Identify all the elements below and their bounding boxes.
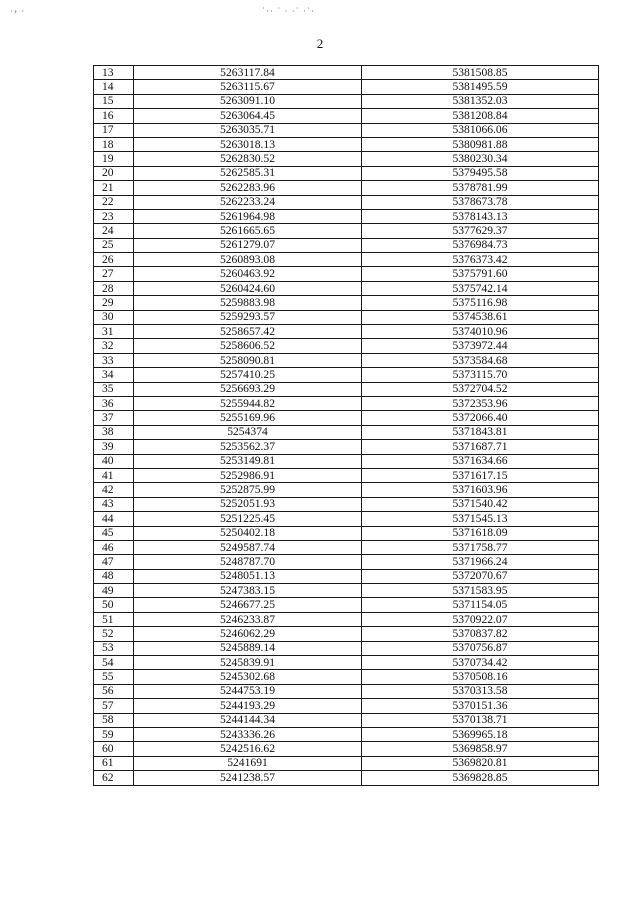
y-coordinate-cell: 5374538.61 [362,310,599,324]
x-coordinate-cell: 5256693.29 [134,382,362,396]
point-number-cell: 54 [94,656,134,670]
point-number-cell: 19 [94,152,134,166]
point-number-cell: 39 [94,440,134,454]
x-coordinate-cell: 5242516.62 [134,742,362,756]
point-number-cell: 23 [94,209,134,223]
table-row [94,123,599,137]
point-number-cell: 20 [94,166,134,180]
table-row [94,641,599,655]
x-coordinate-cell: 5263115.67 [134,80,362,94]
point-number-cell: 31 [94,325,134,339]
scan-artifact-left: ·› · [10,6,26,16]
y-coordinate-cell: 5369858.97 [362,742,599,756]
table-row [94,540,599,554]
y-coordinate-cell: 5381495.59 [362,80,599,94]
coordinates-table-body [94,66,599,786]
point-number-cell: 17 [94,123,134,137]
x-coordinate-cell: 5246677.25 [134,598,362,612]
y-coordinate-cell: 5375791.60 [362,267,599,281]
point-number-cell: 46 [94,540,134,554]
point-number-cell: 42 [94,483,134,497]
y-coordinate-cell: 5378673.78 [362,195,599,209]
table-row [94,771,599,785]
y-coordinate-cell: 5379495.58 [362,166,599,180]
table-row [94,627,599,641]
point-number-cell: 45 [94,526,134,540]
y-coordinate-cell: 5371687.71 [362,440,599,454]
point-number-cell: 60 [94,742,134,756]
table-row [94,80,599,94]
y-coordinate-cell: 5371634.66 [362,454,599,468]
x-coordinate-cell: 5260463.92 [134,267,362,281]
x-coordinate-cell: 5258606.52 [134,339,362,353]
point-number-cell: 36 [94,396,134,410]
y-coordinate-cell: 5371540.42 [362,497,599,511]
y-coordinate-cell: 5378143.13 [362,209,599,223]
table-row [94,339,599,353]
y-coordinate-cell: 5372066.40 [362,411,599,425]
point-number-cell: 59 [94,727,134,741]
page-number: 2 [316,36,324,51]
x-coordinate-cell: 5248051.13 [134,569,362,583]
x-coordinate-cell: 5245889.14 [134,641,362,655]
table-row [94,483,599,497]
y-coordinate-cell: 5380981.88 [362,137,599,151]
coordinates-table [93,65,599,786]
point-number-cell: 24 [94,224,134,238]
point-number-cell: 53 [94,641,134,655]
table-row [94,468,599,482]
x-coordinate-cell: 5259293.57 [134,310,362,324]
point-number-cell: 32 [94,339,134,353]
table-row [94,598,599,612]
x-coordinate-cell: 5245302.68 [134,670,362,684]
point-number-cell: 57 [94,699,134,713]
y-coordinate-cell: 5381508.85 [362,66,599,80]
point-number-cell: 51 [94,612,134,626]
y-coordinate-cell: 5376984.73 [362,238,599,252]
point-number-cell: 29 [94,296,134,310]
y-coordinate-cell: 5381208.84 [362,109,599,123]
table-row [94,209,599,223]
point-number-cell: 27 [94,267,134,281]
y-coordinate-cell: 5370313.58 [362,684,599,698]
x-coordinate-cell: 5255169.96 [134,411,362,425]
y-coordinate-cell: 5375742.14 [362,281,599,295]
table-row [94,425,599,439]
y-coordinate-cell: 5371617.15 [362,468,599,482]
table-row [94,612,599,626]
table-row [94,713,599,727]
x-coordinate-cell: 5246062.29 [134,627,362,641]
table-row [94,166,599,180]
x-coordinate-cell: 5244193.29 [134,699,362,713]
point-number-cell: 49 [94,584,134,598]
table-row [94,253,599,267]
y-coordinate-cell: 5373115.70 [362,368,599,382]
x-coordinate-cell: 5252051.93 [134,497,362,511]
x-coordinate-cell: 5244753.19 [134,684,362,698]
table-row [94,66,599,80]
y-coordinate-cell: 5381066.06 [362,123,599,137]
table-row [94,296,599,310]
x-coordinate-cell: 5251225.45 [134,512,362,526]
x-coordinate-cell: 5257410.25 [134,368,362,382]
y-coordinate-cell: 5370734.42 [362,656,599,670]
y-coordinate-cell: 5371966.24 [362,555,599,569]
y-coordinate-cell: 5375116.98 [362,296,599,310]
y-coordinate-cell: 5369965.18 [362,727,599,741]
x-coordinate-cell: 5246233.87 [134,612,362,626]
point-number-cell: 35 [94,382,134,396]
y-coordinate-cell: 5373972.44 [362,339,599,353]
point-number-cell: 26 [94,253,134,267]
table-row [94,396,599,410]
x-coordinate-cell: 5244144.34 [134,713,362,727]
point-number-cell: 16 [94,109,134,123]
y-coordinate-cell: 5377629.37 [362,224,599,238]
y-coordinate-cell: 5370508.16 [362,670,599,684]
table-row [94,368,599,382]
table-row [94,526,599,540]
table-row [94,440,599,454]
x-coordinate-cell: 5255944.82 [134,396,362,410]
point-number-cell: 47 [94,555,134,569]
y-coordinate-cell: 5370837.82 [362,627,599,641]
table-row [94,224,599,238]
y-coordinate-cell: 5374010.96 [362,325,599,339]
point-number-cell: 33 [94,353,134,367]
table-row [94,584,599,598]
table-row [94,670,599,684]
x-coordinate-cell: 5262830.52 [134,152,362,166]
table-row [94,152,599,166]
point-number-cell: 37 [94,411,134,425]
y-coordinate-cell: 5372704.52 [362,382,599,396]
point-number-cell: 40 [94,454,134,468]
point-number-cell: 14 [94,80,134,94]
x-coordinate-cell: 5263117.84 [134,66,362,80]
table-row [94,555,599,569]
point-number-cell: 61 [94,756,134,770]
point-number-cell: 52 [94,627,134,641]
y-coordinate-cell: 5371603.96 [362,483,599,497]
table-row [94,727,599,741]
table-row [94,137,599,151]
point-number-cell: 56 [94,684,134,698]
table-row [94,181,599,195]
table-row [94,411,599,425]
point-number-cell: 43 [94,497,134,511]
y-coordinate-cell: 5372353.96 [362,396,599,410]
x-coordinate-cell: 5261279.07 [134,238,362,252]
table-row [94,325,599,339]
y-coordinate-cell: 5373584.68 [362,353,599,367]
point-number-cell: 25 [94,238,134,252]
point-number-cell: 38 [94,425,134,439]
x-coordinate-cell: 5263064.45 [134,109,362,123]
y-coordinate-cell: 5371618.09 [362,526,599,540]
y-coordinate-cell: 5376373.42 [362,253,599,267]
x-coordinate-cell: 5261665.65 [134,224,362,238]
x-coordinate-cell: 5258657.42 [134,325,362,339]
y-coordinate-cell: 5370756.87 [362,641,599,655]
table-row [94,656,599,670]
table-row [94,382,599,396]
point-number-cell: 21 [94,181,134,195]
x-coordinate-cell: 5260424.60 [134,281,362,295]
x-coordinate-cell: 5254374 [134,425,362,439]
point-number-cell: 58 [94,713,134,727]
x-coordinate-cell: 5241238.57 [134,771,362,785]
table-row [94,742,599,756]
x-coordinate-cell: 5245839.91 [134,656,362,670]
y-coordinate-cell: 5371758.77 [362,540,599,554]
x-coordinate-cell: 5250402.18 [134,526,362,540]
point-number-cell: 22 [94,195,134,209]
y-coordinate-cell: 5380230.34 [362,152,599,166]
table-row [94,454,599,468]
x-coordinate-cell: 5263018.13 [134,137,362,151]
point-number-cell: 48 [94,569,134,583]
point-number-cell: 15 [94,94,134,108]
x-coordinate-cell: 5259883.98 [134,296,362,310]
x-coordinate-cell: 5262233.24 [134,195,362,209]
x-coordinate-cell: 5247383.15 [134,584,362,598]
table-row [94,94,599,108]
x-coordinate-cell: 5241691 [134,756,362,770]
x-coordinate-cell: 5261964.98 [134,209,362,223]
y-coordinate-cell: 5370151.36 [362,699,599,713]
x-coordinate-cell: 5249587.74 [134,540,362,554]
point-number-cell: 55 [94,670,134,684]
point-number-cell: 41 [94,468,134,482]
point-number-cell: 44 [94,512,134,526]
scan-artifact-header: ˙·· ˙ · ·˙ ·˙· [262,6,315,16]
table-row [94,109,599,123]
y-coordinate-cell: 5371583.95 [362,584,599,598]
table-row [94,267,599,281]
y-coordinate-cell: 5370138.71 [362,713,599,727]
y-coordinate-cell: 5381352.03 [362,94,599,108]
x-coordinate-cell: 5263091.10 [134,94,362,108]
x-coordinate-cell: 5263035.71 [134,123,362,137]
x-coordinate-cell: 5262585.31 [134,166,362,180]
point-number-cell: 62 [94,771,134,785]
x-coordinate-cell: 5253149.81 [134,454,362,468]
y-coordinate-cell: 5369820.81 [362,756,599,770]
y-coordinate-cell: 5372070.67 [362,569,599,583]
y-coordinate-cell: 5371154.05 [362,598,599,612]
table-row [94,699,599,713]
table-row [94,684,599,698]
x-coordinate-cell: 5258090.81 [134,353,362,367]
y-coordinate-cell: 5369828.85 [362,771,599,785]
table-row [94,569,599,583]
y-coordinate-cell: 5370922.07 [362,612,599,626]
x-coordinate-cell: 5252986.91 [134,468,362,482]
table-row [94,238,599,252]
y-coordinate-cell: 5371843.81 [362,425,599,439]
point-number-cell: 18 [94,137,134,151]
x-coordinate-cell: 5248787.70 [134,555,362,569]
point-number-cell: 28 [94,281,134,295]
x-coordinate-cell: 5260893.08 [134,253,362,267]
table-row [94,281,599,295]
y-coordinate-cell: 5378781.99 [362,181,599,195]
x-coordinate-cell: 5253562.37 [134,440,362,454]
x-coordinate-cell: 5243336.26 [134,727,362,741]
table-row [94,497,599,511]
point-number-cell: 50 [94,598,134,612]
x-coordinate-cell: 5252875.99 [134,483,362,497]
table-row [94,310,599,324]
table-row [94,512,599,526]
y-coordinate-cell: 5371545.13 [362,512,599,526]
x-coordinate-cell: 5262283.96 [134,181,362,195]
point-number-cell: 30 [94,310,134,324]
point-number-cell: 34 [94,368,134,382]
table-row [94,195,599,209]
table-row [94,353,599,367]
point-number-cell: 13 [94,66,134,80]
table-row [94,756,599,770]
